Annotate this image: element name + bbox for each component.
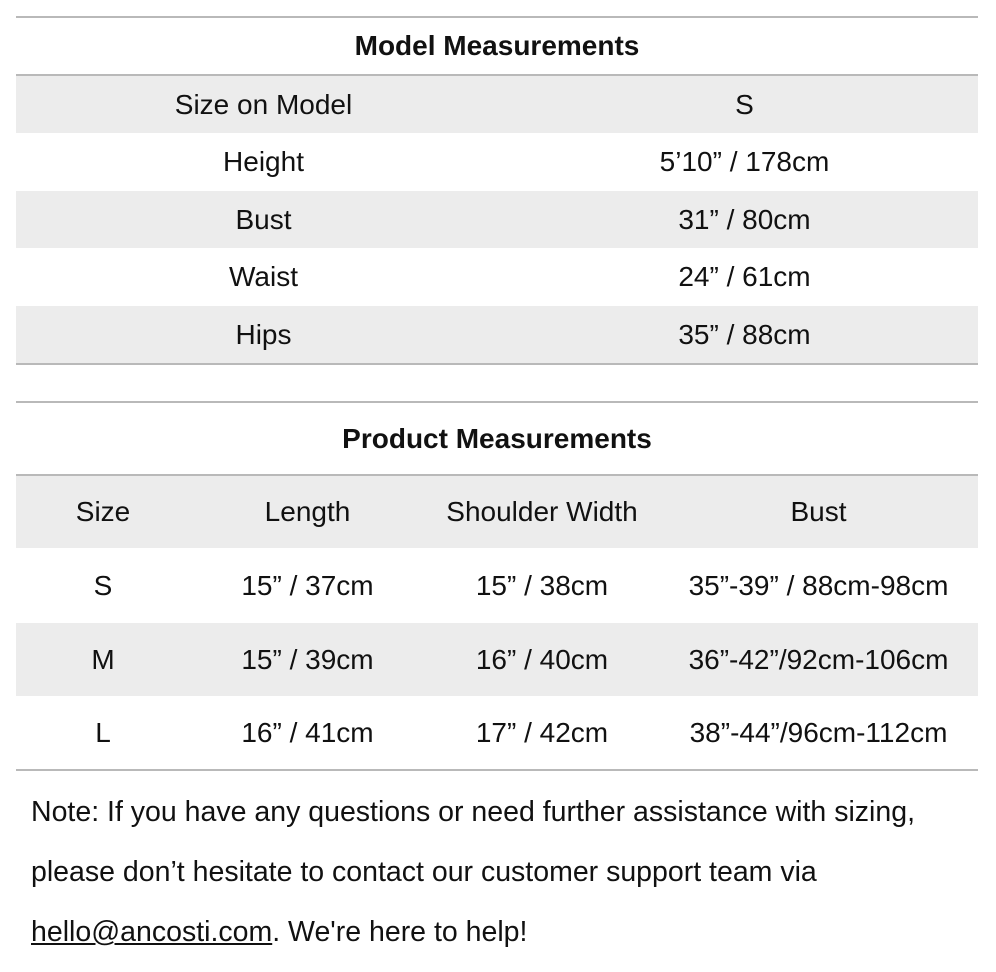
column-header-length: Length <box>264 496 351 527</box>
size-guide <box>16 0 978 771</box>
column-header-size: Size <box>75 496 131 527</box>
model-row-value: 31” / 80cm <box>678 203 811 235</box>
note-text: Note: If you have any questions or need further assistance with sizing, please don’t hesitate to contact our customer support team via <box>31 796 915 888</box>
bust-cell: 38”-44”/96cm-112cm <box>689 716 948 748</box>
size-cell: S <box>93 569 113 601</box>
size-cell: L <box>95 716 111 748</box>
model-row-label: Waist <box>229 261 298 292</box>
model-row-value: 5’10” / 178cm <box>659 146 830 177</box>
bust-cell: 35”-39” / 88cm-98cm <box>688 569 949 601</box>
model-row-value: S <box>735 88 754 120</box>
product-table-title: Product Measurements <box>342 422 652 454</box>
model-row-label: Hips <box>235 318 292 350</box>
length-cell: 15” / 39cm <box>241 643 374 675</box>
model-row-hips <box>16 306 978 363</box>
bust-cell: 36”-42”/92cm-106cm <box>688 643 949 675</box>
note-text-end: . We're here to help! <box>272 916 528 948</box>
product-table-bottom-rule <box>16 769 978 771</box>
column-header-shoulder-width: Shoulder Width <box>446 496 638 527</box>
model-row-label: Size on Model <box>174 88 353 120</box>
length-cell: 15” / 37cm <box>241 569 374 601</box>
column-header-bust: Bust <box>790 496 847 527</box>
shoulder-width-cell: 15” / 38cm <box>475 569 609 601</box>
model-row-label: Height <box>223 146 304 177</box>
table-row <box>16 548 978 623</box>
model-row-bust <box>16 191 978 248</box>
model-table-title: Model Measurements <box>354 30 640 61</box>
table-row <box>16 623 978 696</box>
sizing-note <box>31 782 981 962</box>
length-cell: 16” / 41cm <box>241 716 374 748</box>
product-header-row <box>16 476 978 548</box>
table-row <box>16 696 978 769</box>
shoulder-width-cell: 16” / 40cm <box>475 643 609 675</box>
model-row-size <box>16 76 978 133</box>
model-row-waist <box>16 248 978 306</box>
model-row-height <box>16 133 978 191</box>
shoulder-width-cell: 17” / 42cm <box>475 716 609 748</box>
model-row-label: Bust <box>235 203 292 235</box>
size-cell: M <box>91 643 115 675</box>
model-row-value: 24” / 61cm <box>678 261 811 292</box>
support-email-link[interactable]: hello@ancosti.com <box>31 916 273 948</box>
model-row-value: 35” / 88cm <box>678 318 811 350</box>
